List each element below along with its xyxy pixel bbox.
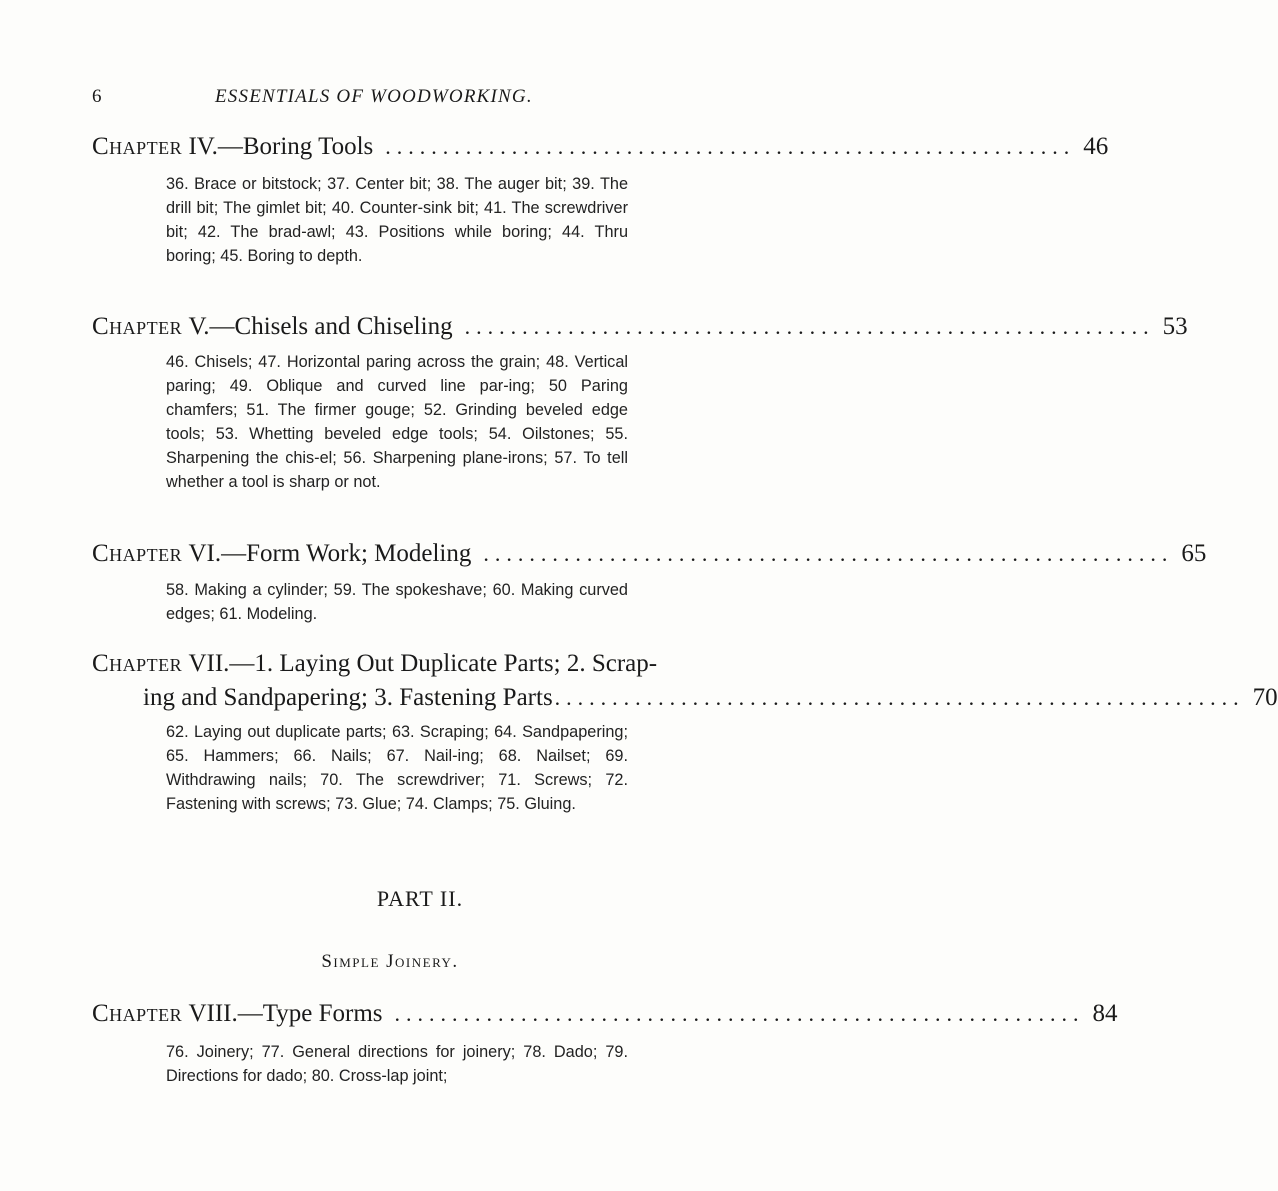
dot-leader: ............................................................ (464, 314, 1155, 339)
chapter-summary: 62. Laying out duplicate parts; 63. Scraping; 64. Sandpapering; 65. Hammers; 66. Nails; 67. Nail-ing; 68. Nailset; 69. Withdrawing nails; 70. The screwdriver; 71. Screws; 72. Fastening with screws; 73. Glue; 74. Clamps; 75. Gluing. (166, 723, 628, 813)
chapter-label: Chapter (92, 650, 183, 677)
chapter-summary: 58. Making a cylinder; 59. The spokeshave; 60. Making curved edges; 61. Modeling. (166, 581, 628, 623)
toc-entry-chapter-7[interactable] (92, 647, 1278, 715)
chapter-title: VIII.—Type Forms (188, 1000, 383, 1027)
chapter-title: VI.—Form Work; Modeling (188, 540, 472, 567)
dot-leader: ............................................................ (483, 541, 1174, 566)
running-title: ESSENTIALS OF WOODWORKING. (215, 86, 533, 107)
chapter-title: VII.—1. Laying Out Duplicate Parts; 2. Scrap- (188, 650, 658, 677)
dot-leader: ............................................................ (554, 685, 1245, 710)
toc-entry-chapter-5[interactable] (92, 310, 1188, 344)
chapter-page-number: 53 (1162, 313, 1188, 340)
dot-leader: ............................................................ (385, 134, 1076, 159)
toc-entry-chapter-6[interactable] (92, 537, 1207, 571)
chapter-label: Chapter (92, 1000, 183, 1027)
toc-entry-chapter-4[interactable] (92, 130, 1109, 164)
chapter-summary: 76. Joinery; 77. General directions for joinery; 78. Dado; 79. Directions for dado; 80. Cross-lap joint; (166, 1043, 628, 1085)
chapter-page-number: 65 (1181, 540, 1207, 567)
chapter-page-number: 84 (1092, 1000, 1118, 1027)
chapter-summary: 36. Brace or bitstock; 37. Center bit; 38. The auger bit; 39. The drill bit; The gimlet bit; 40. Counter-sink bit; 41. The screwdriver bit; 42. The brad-awl; 43. Positions while boring; 44. Thru boring; 45. Boring to depth. (166, 175, 628, 265)
page-number: 6 (92, 86, 102, 107)
section-heading: Simple Joinery. (321, 951, 459, 972)
chapter-page-number: 70 (1252, 684, 1278, 711)
chapter-label: Chapter (92, 133, 183, 160)
chapter-title-continued: ing and Sandpapering; 3. Fastening Parts (143, 684, 553, 711)
chapter-title: V.—Chisels and Chiseling (188, 313, 453, 340)
chapter-label: Chapter (92, 540, 183, 567)
dot-leader: ............................................................ (394, 1001, 1085, 1026)
chapter-label: Chapter (92, 313, 183, 340)
chapter-title: IV.—Boring Tools (188, 133, 374, 160)
toc-entry-chapter-8[interactable] (92, 997, 1118, 1031)
running-head (92, 86, 702, 110)
part-heading: PART II. (376, 886, 464, 911)
chapter-page-number: 46 (1083, 133, 1109, 160)
chapter-summary: 46. Chisels; 47. Horizontal paring across the grain; 48. Vertical paring; 49. Oblique and curved line par-ing; 50 Paring chamfers; 51. The firmer gouge; 52. Grinding beveled edge tools; 53. Whetting beveled edge tools; 54. Oilstones; 55. Sharpening the chis-el; 56. Sharpening plane-irons; 57. To tell whether a tool is sharp or not. (166, 353, 628, 491)
